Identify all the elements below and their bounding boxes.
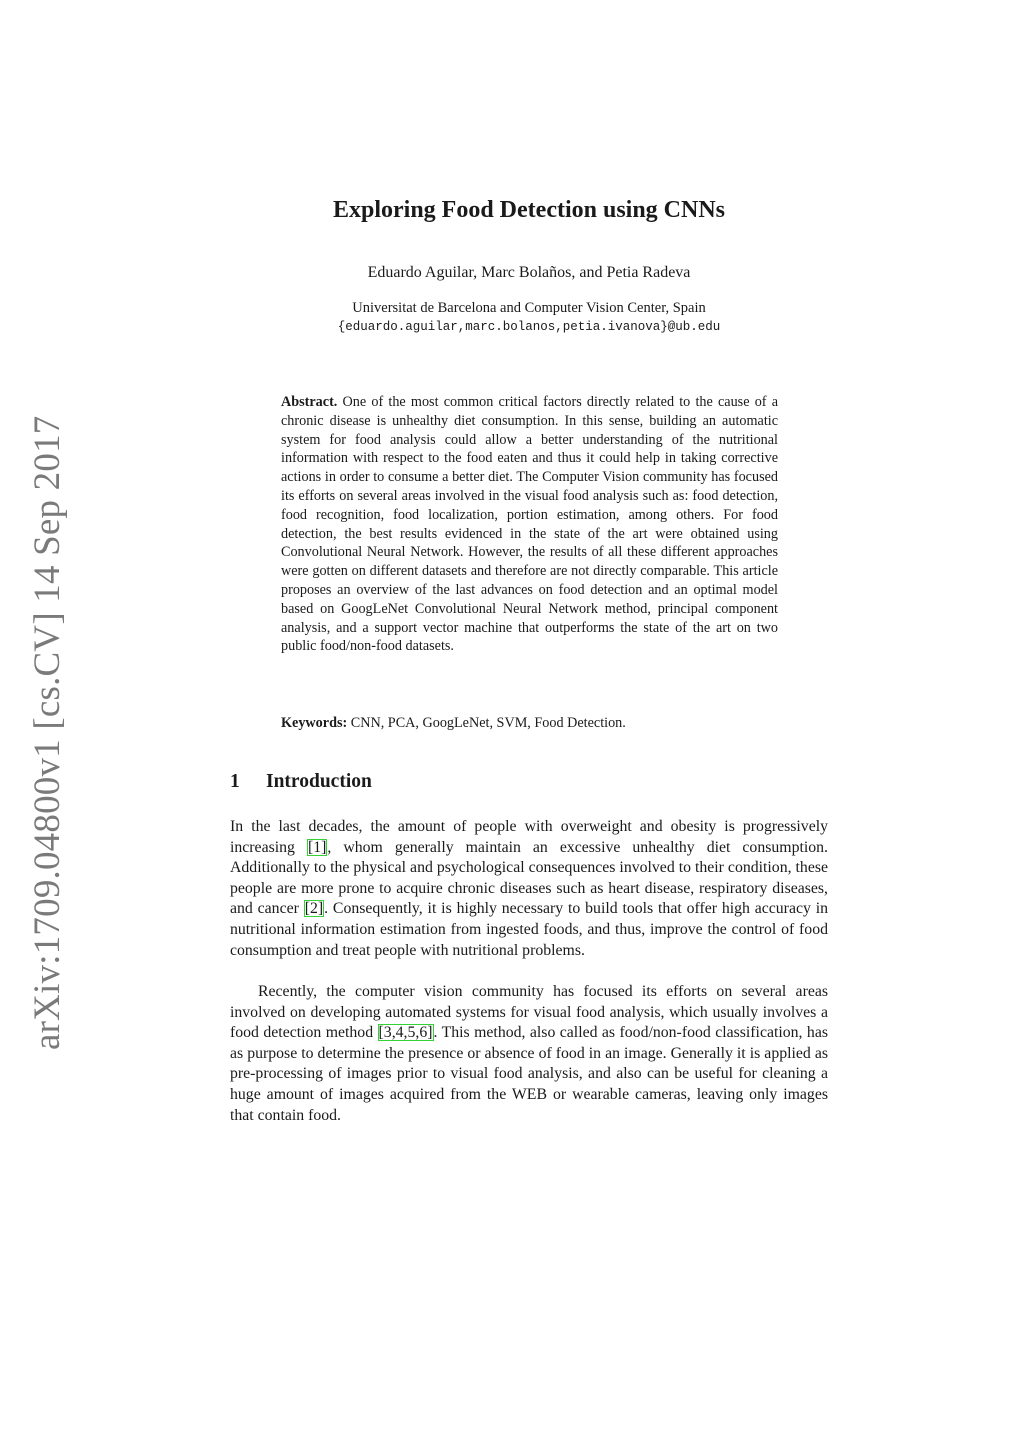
abstract-label: Abstract. bbox=[281, 394, 338, 410]
intro-p2-text-2: . This method, also called as food/non-food classification, has as purpose to determine the presence or absence of food in an image. Generally it is applied as pre-processing of images prior to visual food analysis, and also can be useful for cleaning a huge amount of images acquired from the WEB or wearable cameras, leaving only images that contain food. bbox=[230, 1024, 828, 1124]
keywords-label: Keywords: bbox=[281, 715, 348, 731]
section-heading-introduction bbox=[230, 769, 372, 795]
paper-title: Exploring Food Detection using CNNs bbox=[332, 197, 726, 223]
citation-link-1[interactable]: [1] bbox=[307, 838, 327, 856]
section-number: 1 bbox=[230, 771, 240, 792]
section-title: Introduction bbox=[266, 771, 372, 792]
affiliation: Universitat de Barcelona and Computer Vision Center, Spain bbox=[352, 300, 706, 316]
intro-paragraph-2 bbox=[230, 982, 828, 1126]
intro-paragraph-1 bbox=[230, 817, 828, 961]
keywords-text: CNN, PCA, GoogLeNet, SVM, Food Detection. bbox=[350, 715, 626, 731]
intro-p1-text-2: , whom generally maintain an excessive unhealthy diet consumption. Additionally to the physical and psychological consequences involved to their condition, these people are more prone to acquire chronic diseases such as heart disease, respiratory diseases, and cancer bbox=[230, 838, 828, 918]
citation-link-2[interactable]: [2] bbox=[304, 900, 324, 918]
intro-p1-text-1: In the last decades, the amount of people with overweight and obesity is progressively increasing bbox=[230, 818, 828, 856]
author-list: Eduardo Aguilar, Marc Bolaños, and Petia Radeva bbox=[367, 264, 691, 281]
intro-p1-text-3: . Consequently, it is highly necessary to build tools that offer high accuracy in nutritional information estimation from ingested foods, and thus, improve the control of food consumption and treat people with nutritional problems. bbox=[230, 900, 828, 959]
arxiv-identifier-stamp: arXiv:1709.04800v1 [cs.CV] 14 Sep 2017 bbox=[27, 415, 68, 1050]
keywords bbox=[281, 714, 778, 733]
abstract bbox=[281, 393, 778, 656]
abstract-text: One of the most common critical factors directly related to the cause of a chronic disease is unhealthy diet consumption. In this sense, building an automatic system for food analysis could allow a better understanding of the nutritional information with respect to the food eaten and thus it could help in taking corrective actions in order to consume a better diet. The Computer Vision community has focused its efforts on several areas involved in the visual food analysis such as: food detection, food recognition, food localization, portion estimation, among others. For food detection, the best results evidenced in the state of the art were obtained using Convolutional Neural Network. However, the results of all these different approaches were gotten on different datasets and therefore are not directly comparable. This article proposes an overview of the last advances on food detection and an optimal model based on GoogLeNet Convolutional Neural Network method, principal component analysis, and a support vector machine that outperforms the state of the art on two public food/non-food datasets. bbox=[281, 394, 778, 655]
author-emails: {eduardo.aguilar,marc.bolanos,petia.ivanova}@ub.edu bbox=[337, 320, 721, 334]
citation-link-3-6[interactable]: [3,4,5,6] bbox=[378, 1024, 433, 1042]
intro-p2-text-1: Recently, the computer vision community has focused its efforts on several areas involved on developing automated systems for visual food analysis, which usually involves a food detection method bbox=[230, 983, 828, 1042]
